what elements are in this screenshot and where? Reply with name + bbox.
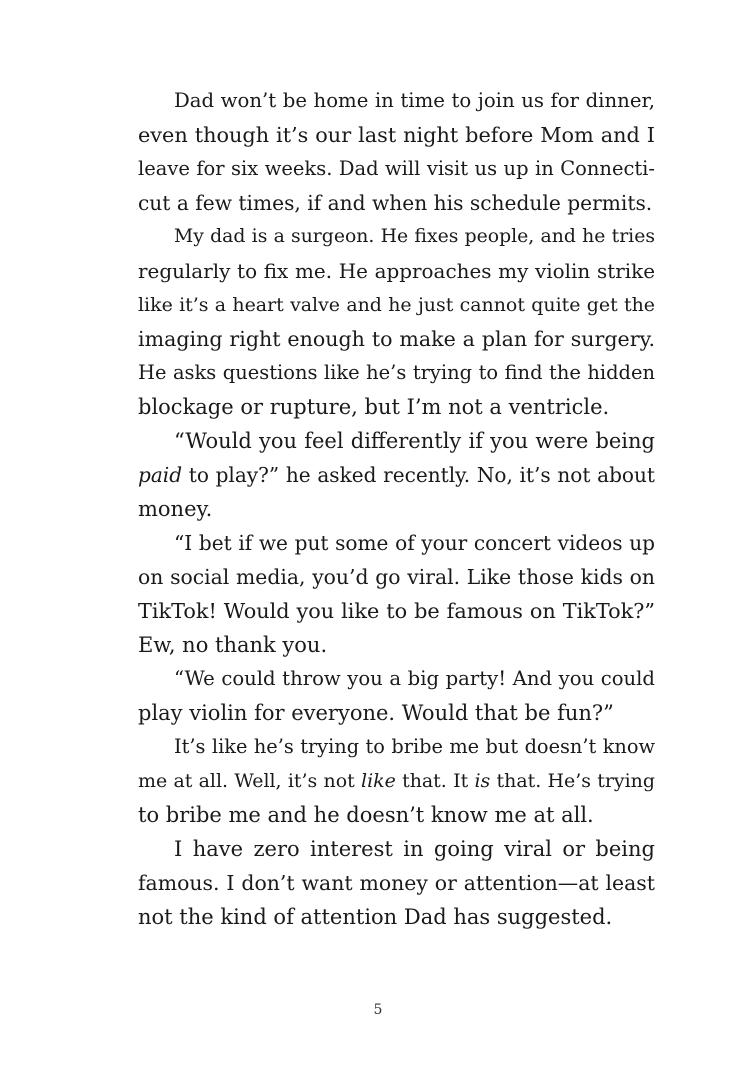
paragraph — [138, 424, 655, 526]
text-line: Ew, no thank you. — [138, 633, 328, 657]
text-line: play violin for everyone. Would that be fun?” — [138, 701, 614, 725]
text-line: He asks questions like he’s trying to find the hidden — [138, 361, 655, 384]
text-line: Dad won’t be home in time to join us for dinner, — [174, 89, 655, 112]
text-line — [138, 458, 655, 492]
paragraph — [138, 832, 655, 934]
text-line: My dad is a surgeon. He fixes people, and he tries — [174, 226, 655, 247]
text-line: “Would you feel differently if you were being — [174, 429, 655, 453]
text-line: blockage or rupture, but I’m not a ventricle. — [138, 395, 610, 419]
emphasis: is — [474, 770, 491, 792]
body-text — [138, 84, 655, 934]
paragraph — [138, 526, 655, 662]
text-line: regularly to fix me. He approaches my violin strike — [138, 259, 655, 283]
text-run: me at all. Well, it’s not — [138, 770, 362, 792]
text-line: not the kind of attention Dad has suggested. — [138, 905, 613, 929]
text-line: to bribe me and he doesn’t know me at all. — [138, 803, 594, 827]
text-line: imaging right enough to make a plan for surgery. — [138, 327, 655, 351]
paragraph — [138, 662, 655, 730]
paragraph — [138, 220, 655, 424]
emphasis: paid — [138, 463, 183, 487]
paragraph — [138, 730, 655, 832]
text-line: “We could throw you a big party! And you could — [174, 667, 655, 690]
text-line: cut a few times, if and when his schedule permits. — [138, 191, 653, 215]
text-run: that. It — [395, 770, 475, 792]
text-line — [138, 764, 655, 798]
text-line: I have zero interest in going viral or being — [174, 837, 655, 861]
paragraph — [138, 84, 655, 220]
text-run: that. He’s trying — [490, 770, 655, 792]
text-line: even though it’s our last night before Mom and I — [138, 123, 655, 147]
text-line: like it’s a heart valve and he just cannot quite get the — [138, 294, 655, 316]
text-line: on social media, you’d go viral. Like those kids on — [138, 565, 655, 589]
text-run: to play?” he asked recently. No, it’s not about — [182, 463, 655, 487]
text-line: leave for six weeks. Dad will visit us up in Connecti- — [138, 157, 655, 180]
text-line: “I bet if we put some of your concert videos up — [174, 531, 655, 555]
page-number: 5 — [373, 1002, 383, 1018]
text-line: money. — [138, 497, 213, 521]
text-line: famous. I don’t want money or attention—at least — [138, 871, 655, 895]
emphasis: like — [361, 770, 396, 792]
text-line: It’s like he’s trying to bribe me but doesn’t know — [174, 735, 655, 758]
text-line: TikTok! Would you like to be famous on TikTok?” — [138, 599, 655, 623]
